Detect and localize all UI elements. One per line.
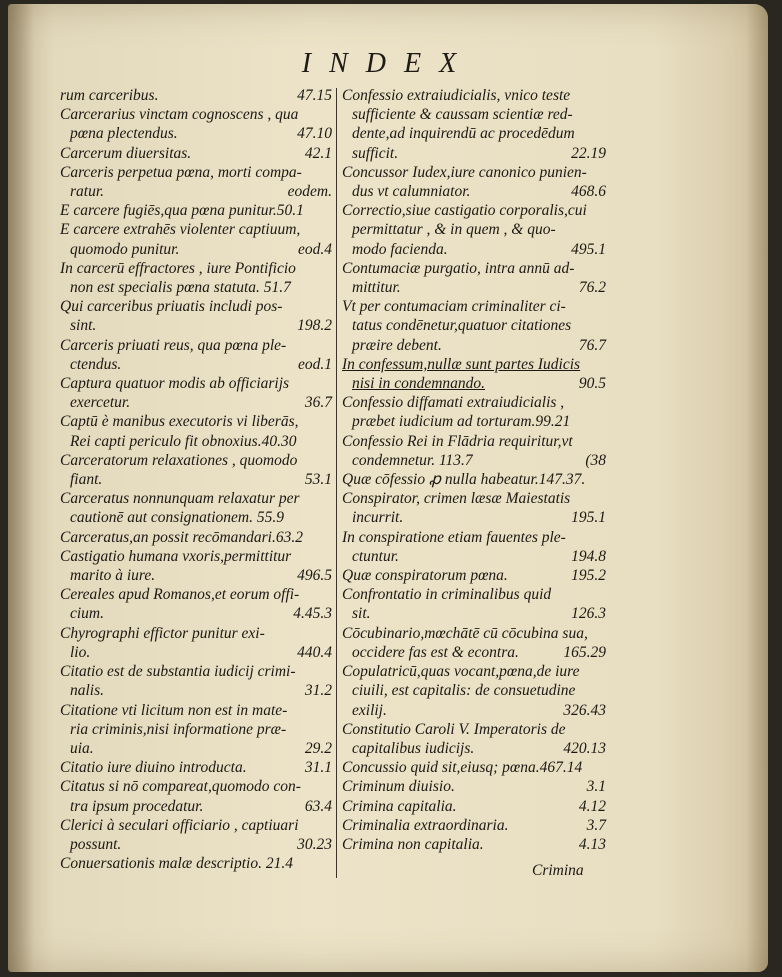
catchword: Crimina xyxy=(532,862,584,879)
index-entry-line xyxy=(60,835,332,854)
index-entry-line xyxy=(342,412,606,431)
index-entry-line xyxy=(342,259,606,278)
index-entry-line xyxy=(342,547,606,566)
index-entry-text: Vt per contumaciam criminaliter ci- xyxy=(342,298,566,316)
index-entry-line xyxy=(342,758,606,777)
index-entry-text: ria criminis,nisi informatione præ- xyxy=(70,720,287,738)
index-page-ref: 22.19 xyxy=(571,144,606,162)
index-entry-line xyxy=(60,624,332,643)
index-entry-line xyxy=(342,163,606,182)
index-page-ref: (38 xyxy=(585,451,606,469)
index-entry-line xyxy=(60,681,332,700)
index-entry-line xyxy=(60,355,332,374)
index-page-ref: 76.2 xyxy=(578,279,606,297)
index-page-ref: 47.10 xyxy=(297,125,332,143)
index-entry-line xyxy=(60,201,332,220)
index-page-ref: eod.4 xyxy=(297,240,332,258)
index-entry-line xyxy=(342,220,606,239)
index-entry-line xyxy=(342,701,606,720)
index-entry-text: nalis. xyxy=(70,682,105,700)
page-gutter-shadow xyxy=(8,4,34,972)
index-entry-line xyxy=(60,604,332,623)
index-entry-line xyxy=(342,393,606,412)
index-entry-line xyxy=(60,528,332,547)
index-page-ref: 326.43 xyxy=(563,701,606,719)
index-entry-text: Cōcubinario,mœchātē cū cōcubina sua, xyxy=(342,624,588,642)
index-entry-text: uia. xyxy=(70,739,94,757)
index-entry-text: mittitur. xyxy=(352,279,401,297)
index-entry-line xyxy=(342,566,606,585)
index-page-ref: eod.1 xyxy=(297,355,332,373)
index-entry-line xyxy=(60,412,332,431)
index-entry-text: Captura quatuor modis ab officiarijs xyxy=(60,375,290,393)
index-entry-text: sint. xyxy=(70,317,97,335)
index-entry-text: Carcerarius vinctam cognoscens , qua xyxy=(60,106,299,124)
index-entry-text: tatus condēnetur,quatuor citationes xyxy=(352,317,572,335)
index-page-ref: 31.2 xyxy=(304,682,332,700)
index-entry-text: Concussio quid sit,eiusq; pœna.467.14 xyxy=(342,759,583,777)
index-entry-line xyxy=(60,124,332,143)
index-entry-text: E carcere extrahēs violenter captiuum, xyxy=(60,221,301,239)
index-page-ref: 198.2 xyxy=(297,317,332,335)
index-entry-line xyxy=(342,105,606,124)
index-entry-text: ciuili, est capitalis: de consuetudine xyxy=(352,682,576,700)
index-page-ref: 440.4 xyxy=(297,643,332,661)
index-entry-text: exilij. xyxy=(352,701,387,719)
index-entry-line xyxy=(342,681,606,700)
index-entry-text: sit. xyxy=(352,605,371,623)
index-entry-text: Carceris perpetua pœna, morti compa- xyxy=(60,163,302,181)
index-entry-text: In carcerū effractores , iure Pontificio xyxy=(60,259,296,277)
index-entry-text: Citatio iure diuino introducta. xyxy=(60,759,247,777)
index-page-ref: eodem. xyxy=(287,183,332,201)
index-page-ref: 420.13 xyxy=(563,739,606,757)
index-entry-text: Confessio diffamati extraiudicialis , xyxy=(342,394,565,412)
index-page-ref: 30.23 xyxy=(297,835,332,853)
index-entry-line xyxy=(60,585,332,604)
index-entry-text: possunt. xyxy=(70,835,122,853)
index-entry-line xyxy=(342,777,606,796)
index-entry-line xyxy=(60,259,332,278)
index-entry-text: Clerici à seculari officiario , captiuari xyxy=(60,816,299,834)
index-entry-text: In confessum,nullæ sunt partes Iudicis xyxy=(342,355,581,373)
index-entry-text: capitalibus iudicijs. xyxy=(352,739,475,757)
index-page-ref: 47.15 xyxy=(297,87,332,104)
index-entry-text: Correctio,siue castigatio corporalis,cui xyxy=(342,202,587,220)
index-entry-text: sufficiente & caussam scientiæ red- xyxy=(352,106,573,124)
index-entry-text: Rei capti periculo fit obnoxius.40.30 xyxy=(70,432,297,450)
index-page-ref: 495.1 xyxy=(571,240,606,258)
index-page-ref: 126.3 xyxy=(571,605,606,623)
index-entry-line xyxy=(342,374,606,393)
index-entry-line xyxy=(342,182,606,201)
index-entry-text: Criminum diuisio. xyxy=(342,778,455,796)
index-entry-line xyxy=(342,124,606,143)
index-page-ref: 468.6 xyxy=(571,183,606,201)
index-entry-text: non est specialis pœna statuta. 51.7 xyxy=(70,279,291,297)
index-entry-text: Criminalia extraordinaria. xyxy=(342,816,509,834)
right-index-column xyxy=(342,86,606,854)
index-entry-line xyxy=(60,720,332,739)
index-page-ref: 3.7 xyxy=(586,816,606,834)
index-entry-line xyxy=(60,566,332,585)
index-entry-text: Carceris priuati reus, qua pœna ple- xyxy=(60,336,287,354)
index-entry-text: Conspirator, crimen læsæ Maiestatis xyxy=(342,490,571,508)
index-entry-text: Crimina non capitalia. xyxy=(342,835,484,853)
index-entry-text: Constitutio Caroli V. Imperatoris de xyxy=(342,720,566,738)
index-entry-line xyxy=(60,86,332,105)
index-entry-text: Qui carceribus priuatis includi pos- xyxy=(60,298,283,316)
index-entry-text: marito à iure. xyxy=(70,567,156,585)
index-entry-line xyxy=(60,220,332,239)
index-entry-line xyxy=(342,489,606,508)
index-entry-line xyxy=(60,643,332,662)
index-entry-line xyxy=(342,336,606,355)
index-entry-line xyxy=(60,144,332,163)
index-entry-line xyxy=(342,624,606,643)
index-entry-text: condemnetur. 113.7 xyxy=(352,451,473,469)
index-entry-text: Contumaciæ purgatio, intra annū ad- xyxy=(342,259,575,277)
index-entry-line xyxy=(60,297,332,316)
index-entry-text: In conspiratione etiam fauentes ple- xyxy=(342,528,566,546)
index-entry-line xyxy=(342,528,606,547)
index-entry-line xyxy=(60,240,332,259)
index-page-ref: 63.4 xyxy=(304,797,332,815)
index-page-ref: 76.7 xyxy=(578,336,606,354)
column-divider xyxy=(336,88,337,878)
index-entry-line xyxy=(342,144,606,163)
left-index-column xyxy=(60,86,332,873)
index-entry-line xyxy=(60,470,332,489)
index-entry-text: sufficit. xyxy=(352,144,399,162)
index-entry-text: Confessio Rei in Flādria requiritur,vt xyxy=(342,432,573,450)
index-entry-text: E carcere fugiēs,qua pœna punitur.50.1 xyxy=(60,202,304,220)
index-entry-line xyxy=(342,86,606,105)
index-entry-text: Carcerum diuersitas. xyxy=(60,144,192,162)
index-entry-line xyxy=(342,816,606,835)
index-entry-text: præire debent. xyxy=(352,336,442,354)
page-heading: INDEX xyxy=(301,48,475,79)
index-entry-text: Conuersationis malæ descriptio. 21.4 xyxy=(60,855,293,873)
index-entry-line xyxy=(60,816,332,835)
index-page-ref: 4.12 xyxy=(578,797,606,815)
index-page-ref: 90.5 xyxy=(578,375,606,393)
index-entry-text: Citatione vti licitum non est in mate- xyxy=(60,701,288,719)
index-entry-line xyxy=(60,163,332,182)
index-entry-text: tra ipsum procedatur. xyxy=(70,797,204,815)
book-page xyxy=(8,4,768,972)
index-entry-line xyxy=(342,316,606,335)
index-entry-text: Confessio extraiudicialis, vnico teste xyxy=(342,87,571,104)
index-entry-text: ratur. xyxy=(70,183,105,201)
index-entry-line xyxy=(342,720,606,739)
index-entry-text: permittatur , & in quem , & quo- xyxy=(352,221,556,239)
index-entry-text: incurrit. xyxy=(352,509,404,527)
index-page-ref: 53.1 xyxy=(304,471,332,489)
index-entry-line xyxy=(342,835,606,854)
index-page-ref: 4.45.3 xyxy=(293,605,332,623)
index-entry-line xyxy=(60,797,332,816)
index-entry-line xyxy=(60,854,332,873)
index-entry-text: Carceratus,an possit recōmandari.63.2 xyxy=(60,528,303,546)
index-entry-line xyxy=(342,278,606,297)
index-entry-line xyxy=(60,739,332,758)
index-entry-text: Quæ conspiratorum pœna. xyxy=(342,567,508,585)
index-page-ref: 194.8 xyxy=(571,547,606,565)
index-entry-line xyxy=(60,777,332,796)
index-page-ref: 496.5 xyxy=(297,567,332,585)
index-entry-line xyxy=(60,105,332,124)
index-entry-line xyxy=(342,432,606,451)
index-entry-line xyxy=(60,393,332,412)
index-page-ref: 195.1 xyxy=(571,509,606,527)
index-entry-line xyxy=(60,547,332,566)
index-entry-line xyxy=(60,336,332,355)
index-entry-text: Confrontatio in criminalibus quid xyxy=(342,586,552,604)
index-entry-text: cium. xyxy=(70,605,105,623)
index-entry-line xyxy=(342,240,606,259)
index-entry-line xyxy=(342,797,606,816)
index-page-ref: 31.1 xyxy=(304,759,332,777)
index-entry-text: Captū è manibus executoris vi liberās, xyxy=(60,413,299,431)
index-entry-text: quomodo punitur. xyxy=(70,240,180,258)
index-entry-text: modo facienda. xyxy=(352,240,448,258)
index-entry-text: dus vt calumniator. xyxy=(352,183,471,201)
index-entry-line xyxy=(60,662,332,681)
index-entry-text: præbet iudicium ad torturam.99.21 xyxy=(352,413,571,431)
index-entry-line xyxy=(60,432,332,451)
index-entry-line xyxy=(342,201,606,220)
index-entry-text: exercetur. xyxy=(70,394,131,412)
index-entry-text: rum carceribus. xyxy=(60,87,159,104)
index-entry-line xyxy=(342,585,606,604)
index-entry-line xyxy=(342,451,606,470)
index-entry-line xyxy=(342,643,606,662)
index-page-ref: 195.2 xyxy=(571,567,606,585)
index-entry-text: cautionē aut consignationem. 55.9 xyxy=(70,509,284,527)
index-entry-text: ctendus. xyxy=(70,355,122,373)
index-entry-text: dente,ad inquirendū ac procedēdum xyxy=(352,125,575,143)
index-entry-text: Quæ cōfessio ꝓ nulla habeatur.147.37. xyxy=(342,471,586,489)
index-entry-text: Cereales apud Romanos,et eorum offi- xyxy=(60,586,300,604)
index-entry-line xyxy=(342,604,606,623)
index-entry-line xyxy=(60,489,332,508)
index-entry-line xyxy=(60,182,332,201)
index-entry-line xyxy=(342,739,606,758)
index-page-ref: 42.1 xyxy=(304,144,332,162)
index-entry-line xyxy=(60,701,332,720)
index-entry-line xyxy=(60,451,332,470)
index-entry-line xyxy=(60,508,332,527)
index-entry-line xyxy=(342,662,606,681)
index-entry-line xyxy=(60,758,332,777)
index-entry-line xyxy=(342,508,606,527)
index-entry-text: pœna plectendus. xyxy=(70,125,178,143)
index-page-ref: 165.29 xyxy=(563,643,606,661)
index-entry-text: Citatus si nō compareat,quomodo con- xyxy=(60,778,301,796)
index-entry-text: ctuntur. xyxy=(352,547,399,565)
index-entry-line xyxy=(342,355,606,374)
index-entry-text: occidere fas est & econtra. xyxy=(352,643,519,661)
index-entry-line xyxy=(342,470,606,489)
index-entry-text: Carceratorum relaxationes , quomodo xyxy=(60,451,298,469)
index-entry-text: Crimina capitalia. xyxy=(342,797,457,815)
index-entry-text: Concussor Iudex,iure canonico punien- xyxy=(342,163,587,181)
index-entry-line xyxy=(60,374,332,393)
page-edge-shadow xyxy=(746,4,768,972)
index-page-ref: 36.7 xyxy=(304,394,332,412)
index-page-ref: 29.2 xyxy=(304,739,332,757)
index-entry-text: Citatio est de substantia iudicij crimi- xyxy=(60,663,296,681)
index-entry-text: Castigatio humana vxoris,permittitur xyxy=(60,547,292,565)
index-entry-line xyxy=(342,297,606,316)
index-entry-text: Carceratus nonnunquam relaxatur per xyxy=(60,490,300,508)
index-entry-line xyxy=(60,278,332,297)
index-entry-line xyxy=(60,316,332,335)
index-page-ref: 3.1 xyxy=(586,778,606,796)
index-entry-text: nisi in condemnando. xyxy=(352,375,486,393)
index-entry-text: Chyrographi effictor punitur exi- xyxy=(60,624,265,642)
index-entry-text: lio. xyxy=(70,643,91,661)
index-page-ref: 4.13 xyxy=(578,835,606,853)
index-entry-text: fiant. xyxy=(70,471,103,489)
index-entry-text: Copulatricū,quas vocant,pœna,de iure xyxy=(342,663,580,681)
